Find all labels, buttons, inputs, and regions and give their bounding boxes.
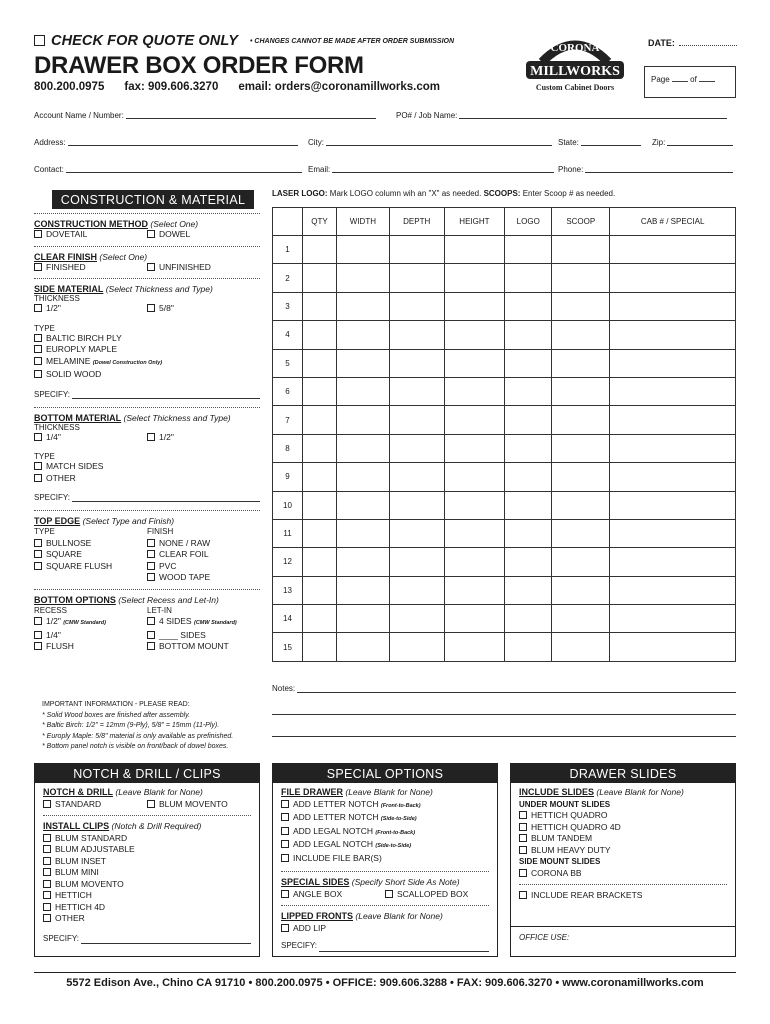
table-row	[273, 463, 736, 491]
column-header-0: QTY	[303, 208, 337, 236]
melamine-option[interactable]: MELAMINE (Dowel Construction Only)	[34, 356, 260, 370]
grid-cell[interactable]	[610, 463, 736, 491]
europly-option[interactable]: EUROPLY MAPLE	[34, 344, 260, 356]
grid-cell[interactable]	[303, 491, 337, 519]
grid-cell[interactable]	[610, 605, 736, 633]
grid-cell[interactable]	[336, 633, 389, 661]
recess-half-option[interactable]: 1/2" (CMW Standard)	[34, 616, 147, 630]
table-row	[273, 633, 736, 661]
grid-cell[interactable]	[444, 406, 505, 434]
slides-header: DRAWER SLIDES	[511, 764, 735, 783]
recess-quarter-option[interactable]: 1/4"	[34, 630, 147, 642]
grid-cell[interactable]	[505, 548, 552, 576]
grid-cell[interactable]	[610, 236, 736, 264]
grid-cell[interactable]	[336, 264, 389, 292]
grid-cell[interactable]	[610, 576, 736, 604]
grid-cell[interactable]	[552, 406, 610, 434]
zip-field[interactable]: Zip:	[652, 138, 733, 147]
column-header-4: LOGO	[505, 208, 552, 236]
section-header: CONSTRUCTION & MATERIAL	[52, 190, 254, 209]
grid-cell[interactable]	[610, 406, 736, 434]
notes-field[interactable]: Notes:	[272, 684, 736, 737]
address-field[interactable]: Address:	[34, 138, 298, 147]
grid-cell[interactable]	[444, 264, 505, 292]
grid-cell[interactable]	[552, 292, 610, 320]
po-field[interactable]: PO# / Job Name:	[396, 111, 727, 120]
column-header-3: HEIGHT	[444, 208, 505, 236]
grid-cell[interactable]	[444, 349, 505, 377]
table-row	[273, 349, 736, 377]
unfinished-option[interactable]: UNFINISHED	[147, 262, 260, 274]
grid-cell[interactable]	[389, 519, 444, 547]
grid-cell[interactable]	[610, 321, 736, 349]
four-sides-option[interactable]: 4 SIDES (CMW Standard)	[147, 616, 260, 630]
grid-cell[interactable]	[444, 463, 505, 491]
none-raw-option[interactable]: NONE / RAW	[147, 538, 260, 550]
grid-cell[interactable]	[552, 605, 610, 633]
baltic-birch-option[interactable]: BALTIC BIRCH PLY	[34, 333, 260, 345]
under-mount-option[interactable]: BLUM HEAVY DUTY	[519, 845, 727, 857]
row-number: 5	[273, 349, 303, 377]
bullnose-option[interactable]: BULLNOSE	[34, 538, 147, 550]
grid-cell[interactable]	[336, 463, 389, 491]
grid-cell[interactable]	[389, 406, 444, 434]
grid-cell[interactable]	[303, 236, 337, 264]
dowel-option[interactable]: DOWEL	[147, 229, 260, 241]
custom-sides-option[interactable]: ____ SIDES	[147, 630, 260, 642]
bottom-mount-option[interactable]: BOTTOM MOUNT	[147, 641, 260, 653]
table-row	[273, 406, 736, 434]
grid-cell[interactable]	[389, 576, 444, 604]
clip-option[interactable]: BLUM ADJUSTABLE	[43, 844, 251, 856]
row-number-header	[273, 208, 303, 236]
table-row	[273, 605, 736, 633]
grid-cell[interactable]	[444, 434, 505, 462]
grid-cell[interactable]	[610, 434, 736, 462]
svg-text:MILLWORKS: MILLWORKS	[530, 64, 620, 79]
grid-cell[interactable]	[303, 264, 337, 292]
square-option[interactable]: SQUARE	[34, 549, 147, 561]
checkbox-icon	[34, 35, 45, 46]
grid-cell[interactable]	[336, 434, 389, 462]
clip-option[interactable]: BLUM STANDARD	[43, 833, 251, 845]
row-number: 6	[273, 377, 303, 405]
under-mount-option[interactable]: HETTICH QUADRO 4D	[519, 822, 727, 834]
footer: 5572 Edison Ave., Chino CA 91710 • 800.200.0975 • OFFICE: 909.606.3288 • FAX: 909.606.3270 • www.coronamillworks.com	[34, 972, 736, 989]
table-row	[273, 491, 736, 519]
date-field[interactable]: DATE:	[648, 38, 737, 48]
grid-cell[interactable]	[303, 548, 337, 576]
email-field[interactable]: Email:	[308, 165, 554, 174]
grid-cell[interactable]	[336, 491, 389, 519]
row-number: 3	[273, 292, 303, 320]
grid-cell[interactable]	[610, 377, 736, 405]
drawer-slides-box: DRAWER SLIDES INCLUDE SLIDES (Leave Blank for None) UNDER MOUNT SLIDES HETTICH QUADRO HETTICH QUADRO 4D BLUM TANDEM BLUM HEAVY DUTY SIDE MOUNT SLIDES CORONA BB INCLUDE REAR BRACKETS OFFICE USE:	[510, 763, 736, 957]
grid-cell[interactable]	[444, 292, 505, 320]
grid-cell[interactable]	[389, 377, 444, 405]
file-drawer-option[interactable]: ADD LETTER NOTCH (Front-to-Back)	[281, 799, 489, 813]
table-row	[273, 576, 736, 604]
grid-cell[interactable]	[444, 519, 505, 547]
table-row	[273, 377, 736, 405]
scalloped-box-option[interactable]: SCALLOPED BOX	[385, 889, 489, 901]
grid-cell[interactable]	[610, 633, 736, 661]
row-number: 13	[273, 576, 303, 604]
grid-cell[interactable]	[389, 633, 444, 661]
grid-cell[interactable]	[336, 576, 389, 604]
grid-cell[interactable]	[303, 292, 337, 320]
grid-cell[interactable]	[552, 491, 610, 519]
clip-option[interactable]: HETTICH 4D	[43, 902, 251, 914]
row-number: 10	[273, 491, 303, 519]
grid-cell[interactable]	[505, 434, 552, 462]
svg-text:Custom Cabinet Doors: Custom Cabinet Doors	[535, 83, 615, 92]
grid-cell[interactable]	[389, 264, 444, 292]
rear-brackets-option[interactable]: INCLUDE REAR BRACKETS	[519, 890, 727, 902]
dovetail-option[interactable]: DOVETAIL	[34, 229, 147, 241]
grid-cell[interactable]	[389, 548, 444, 576]
grid-cell[interactable]	[303, 406, 337, 434]
grid-cell[interactable]	[336, 377, 389, 405]
file-drawer-option[interactable]: ADD LEGAL NOTCH (Front-to-Back)	[281, 826, 489, 840]
quote-only-checkbox[interactable]: CHECK FOR QUOTE ONLY	[34, 33, 238, 49]
grid-cell[interactable]	[552, 321, 610, 349]
match-sides-option[interactable]: MATCH SIDES	[34, 461, 260, 473]
recess-flush-option[interactable]: FLUSH	[34, 641, 147, 653]
grid-cell[interactable]	[444, 633, 505, 661]
column-header-6: CAB # / SPECIAL	[610, 208, 736, 236]
grid-cell[interactable]	[552, 236, 610, 264]
notch-specify-field[interactable]: SPECIFY:	[43, 933, 251, 945]
special-specify-field[interactable]: SPECIFY:	[281, 940, 489, 952]
bottom-other-option[interactable]: OTHER	[34, 473, 260, 485]
grid-cell[interactable]	[303, 434, 337, 462]
under-mount-option[interactable]: HETTICH QUADRO	[519, 810, 727, 822]
state-field[interactable]: State:	[558, 138, 641, 147]
clip-option[interactable]: OTHER	[43, 913, 251, 925]
row-number: 7	[273, 406, 303, 434]
clear-foil-option[interactable]: CLEAR FOIL	[147, 549, 260, 561]
solid-wood-option[interactable]: SOLID WOOD	[34, 369, 260, 381]
add-lip-option[interactable]: ADD LIP	[281, 923, 489, 935]
grid-cell[interactable]	[389, 349, 444, 377]
grid-cell[interactable]	[336, 406, 389, 434]
grid-cell[interactable]	[505, 605, 552, 633]
grid-legend: LASER LOGO: Mark LOGO column wih an "X" as needed. SCOOPS: Enter Scoop # as needed.	[272, 189, 616, 198]
file-drawer-option[interactable]: INCLUDE FILE BAR(S)	[281, 853, 489, 867]
row-number: 12	[273, 548, 303, 576]
row-number: 8	[273, 434, 303, 462]
square-flush-option[interactable]: SQUARE FLUSH	[34, 561, 147, 573]
grid-cell[interactable]	[610, 548, 736, 576]
grid-cell[interactable]	[336, 321, 389, 349]
grid-cell[interactable]	[505, 406, 552, 434]
grid-cell[interactable]	[505, 292, 552, 320]
grid-cell[interactable]	[303, 605, 337, 633]
side-half-option[interactable]: 1/2"	[34, 303, 147, 315]
grid-cell[interactable]	[505, 349, 552, 377]
grid-cell[interactable]	[552, 264, 610, 292]
row-number: 14	[273, 605, 303, 633]
svg-text:CORONA: CORONA	[550, 42, 600, 54]
table-row	[273, 548, 736, 576]
angle-box-option[interactable]: ANGLE BOX	[281, 889, 385, 901]
grid-cell[interactable]	[389, 236, 444, 264]
clip-option[interactable]: BLUM MOVENTO	[43, 879, 251, 891]
grid-cell[interactable]	[336, 292, 389, 320]
notch-header: NOTCH & DRILL / CLIPS	[35, 764, 259, 783]
file-drawer-option[interactable]: ADD LETTER NOTCH (Side-to-Side)	[281, 812, 489, 826]
grid-cell[interactable]	[303, 519, 337, 547]
grid-cell[interactable]	[552, 576, 610, 604]
grid-cell[interactable]	[552, 463, 610, 491]
grid-cell[interactable]	[610, 491, 736, 519]
grid-cell[interactable]	[389, 292, 444, 320]
file-drawer-option[interactable]: ADD LEGAL NOTCH (Side-to-Side)	[281, 839, 489, 853]
table-row	[273, 321, 736, 349]
bottom-half-option[interactable]: 1/2"	[147, 432, 260, 444]
grid-cell[interactable]	[505, 377, 552, 405]
under-mount-option[interactable]: BLUM TANDEM	[519, 833, 727, 845]
notch-drill-box: NOTCH & DRILL / CLIPS NOTCH & DRILL (Leave Blank for None) STANDARD BLUM MOVENTO INSTALL CLIPS (Notch & Drill Required) BLUM STANDARD BLUM ADJUSTABLE BLUM INSET BLUM MINI BLUM MOVENTO HETTICH HETTICH 4D OTHER SPECIFY:	[34, 763, 260, 957]
grid-cell[interactable]	[505, 519, 552, 547]
table-row	[273, 292, 736, 320]
construction-material-section: CONSTRUCTION & MATERIAL CONSTRUCTION METHOD (Select One) DOVETAIL DOWEL CLEAR FINISH (Select One) FINISHED UNFINISHED SIDE MATERIAL (Select Thickness and Type) THICKNESS 1/2" 5/8" TYPE BALTIC BIRCH PLY EUROPLY MAPLE MELAMINE (Dowel Construction Only) SOLID WOOD SPECIFY: BOTTOM MATERIAL (Select Thickness and Type) THICKNESS 1/4" 1/2" TYPE MATCH SIDES OTHER SPECIFY: TOP EDGE (Select Type and Finish) TYPE FINISH BULLNOSE NONE / RAW SQUARE CLEAR FOIL SQUARE FLUSH PVC WOOD TAPE BOTTOM OPTIONS (Select Recess and Let-In) RECESS LET-IN 1/2" (CMW Standard) 4 SIDES (CMW Standard) 1/4" ____ SIDES FLUSH BOTTOM MOUNT	[34, 190, 260, 653]
bottom-specify-field[interactable]: SPECIFY:	[34, 493, 260, 502]
row-number: 4	[273, 321, 303, 349]
table-row	[273, 434, 736, 462]
page-number-box[interactable]: Page of	[644, 66, 736, 98]
side-specify-field[interactable]: SPECIFY:	[34, 390, 260, 399]
grid-cell[interactable]	[303, 349, 337, 377]
account-field[interactable]: Account Name / Number:	[34, 111, 376, 120]
row-number: 15	[273, 633, 303, 661]
finished-option[interactable]: FINISHED	[34, 262, 147, 274]
grid-cell[interactable]	[505, 491, 552, 519]
notch-movento-option[interactable]: BLUM MOVENTO	[147, 799, 251, 811]
grid-cell[interactable]	[389, 491, 444, 519]
grid-cell[interactable]	[505, 633, 552, 661]
grid-cell[interactable]	[610, 349, 736, 377]
grid-cell[interactable]	[552, 377, 610, 405]
side-fiveeighth-option[interactable]: 5/8"	[147, 303, 260, 315]
row-number: 1	[273, 236, 303, 264]
grid-cell[interactable]	[444, 377, 505, 405]
grid-cell[interactable]	[336, 605, 389, 633]
grid-cell[interactable]	[444, 548, 505, 576]
grid-cell[interactable]	[389, 321, 444, 349]
table-row	[273, 519, 736, 547]
grid-cell[interactable]	[505, 264, 552, 292]
wood-tape-option[interactable]: WOOD TAPE	[147, 572, 260, 584]
grid-cell[interactable]	[552, 548, 610, 576]
contact-field[interactable]: Contact:	[34, 165, 302, 174]
clip-option[interactable]: HETTICH	[43, 890, 251, 902]
row-number: 11	[273, 519, 303, 547]
pvc-option[interactable]: PVC	[147, 561, 260, 573]
grid-cell[interactable]	[389, 463, 444, 491]
order-grid	[272, 207, 736, 662]
important-info: IMPORTANT INFORMATION - PLEASE READ: * Solid Wood boxes are finished after assembly. * Baltic Birch: 1/2" = 12mm (9-Ply), 5/8" = 15mm (11-Ply). * Europly Maple: 5/8" material is only available as prefinished. * Bottom panel notch is visible on front/back of dowel boxes.	[42, 701, 234, 750]
grid-cell[interactable]	[389, 434, 444, 462]
column-header-2: DEPTH	[389, 208, 444, 236]
grid-cell[interactable]	[336, 548, 389, 576]
grid-cell[interactable]	[303, 576, 337, 604]
grid-cell[interactable]	[552, 519, 610, 547]
grid-cell[interactable]	[505, 236, 552, 264]
grid-cell[interactable]	[336, 349, 389, 377]
grid-cell[interactable]	[505, 321, 552, 349]
company-contact: 800.200.0975 fax: 909.606.3270 email: orders@coronamillworks.com	[34, 81, 441, 93]
notch-standard-option[interactable]: STANDARD	[43, 799, 147, 811]
grid-cell[interactable]	[389, 605, 444, 633]
special-header: SPECIAL OPTIONS	[273, 764, 497, 783]
clip-option[interactable]: BLUM INSET	[43, 856, 251, 868]
grid-cell[interactable]	[303, 463, 337, 491]
special-options-box: SPECIAL OPTIONS FILE DRAWER (Leave Blank for None) ADD LETTER NOTCH (Front-to-Back) ADD LETTER NOTCH (Side-to-Side) ADD LEGAL NOTCH (Front-to-Back) ADD LEGAL NOTCH (Side-to-Side) INCLUDE FILE BAR(S) SPECIAL SIDES (Specify Short Side As Note) ANGLE BOX SCALLOPED BOX LIPPED FRONTS (Leave Blank for None) ADD LIP SPECIFY:	[272, 763, 498, 957]
grid-cell[interactable]	[610, 292, 736, 320]
clip-option[interactable]: BLUM MINI	[43, 867, 251, 879]
grid-cell[interactable]	[505, 463, 552, 491]
side-mount-option[interactable]: CORONA BB	[519, 868, 727, 880]
grid-cell[interactable]	[552, 633, 610, 661]
grid-cell[interactable]	[444, 321, 505, 349]
grid-cell[interactable]	[444, 605, 505, 633]
grid-cell[interactable]	[336, 236, 389, 264]
table-row	[273, 236, 736, 264]
row-number: 2	[273, 264, 303, 292]
grid-cell[interactable]	[552, 349, 610, 377]
row-number: 9	[273, 463, 303, 491]
grid-cell[interactable]	[505, 576, 552, 604]
grid-cell[interactable]	[444, 236, 505, 264]
bottom-quarter-option[interactable]: 1/4"	[34, 432, 147, 444]
grid-cell[interactable]	[303, 377, 337, 405]
corona-millworks-logo	[520, 32, 630, 94]
phone-field[interactable]: Phone:	[558, 165, 733, 174]
grid-cell[interactable]	[444, 576, 505, 604]
grid-cell[interactable]	[552, 434, 610, 462]
grid-cell[interactable]	[336, 519, 389, 547]
grid-cell[interactable]	[303, 633, 337, 661]
column-header-1: WIDTH	[336, 208, 389, 236]
column-header-5: SCOOP	[552, 208, 610, 236]
form-title: DRAWER BOX ORDER FORM	[34, 52, 364, 79]
grid-cell[interactable]	[303, 321, 337, 349]
grid-cell[interactable]	[610, 264, 736, 292]
grid-cell[interactable]	[610, 519, 736, 547]
grid-cell[interactable]	[444, 491, 505, 519]
city-field[interactable]: City:	[308, 138, 552, 147]
changes-note: • CHANGES CANNOT BE MADE AFTER ORDER SUBMISSION	[250, 38, 455, 45]
office-use-field[interactable]: OFFICE USE:	[511, 926, 735, 948]
table-row	[273, 264, 736, 292]
